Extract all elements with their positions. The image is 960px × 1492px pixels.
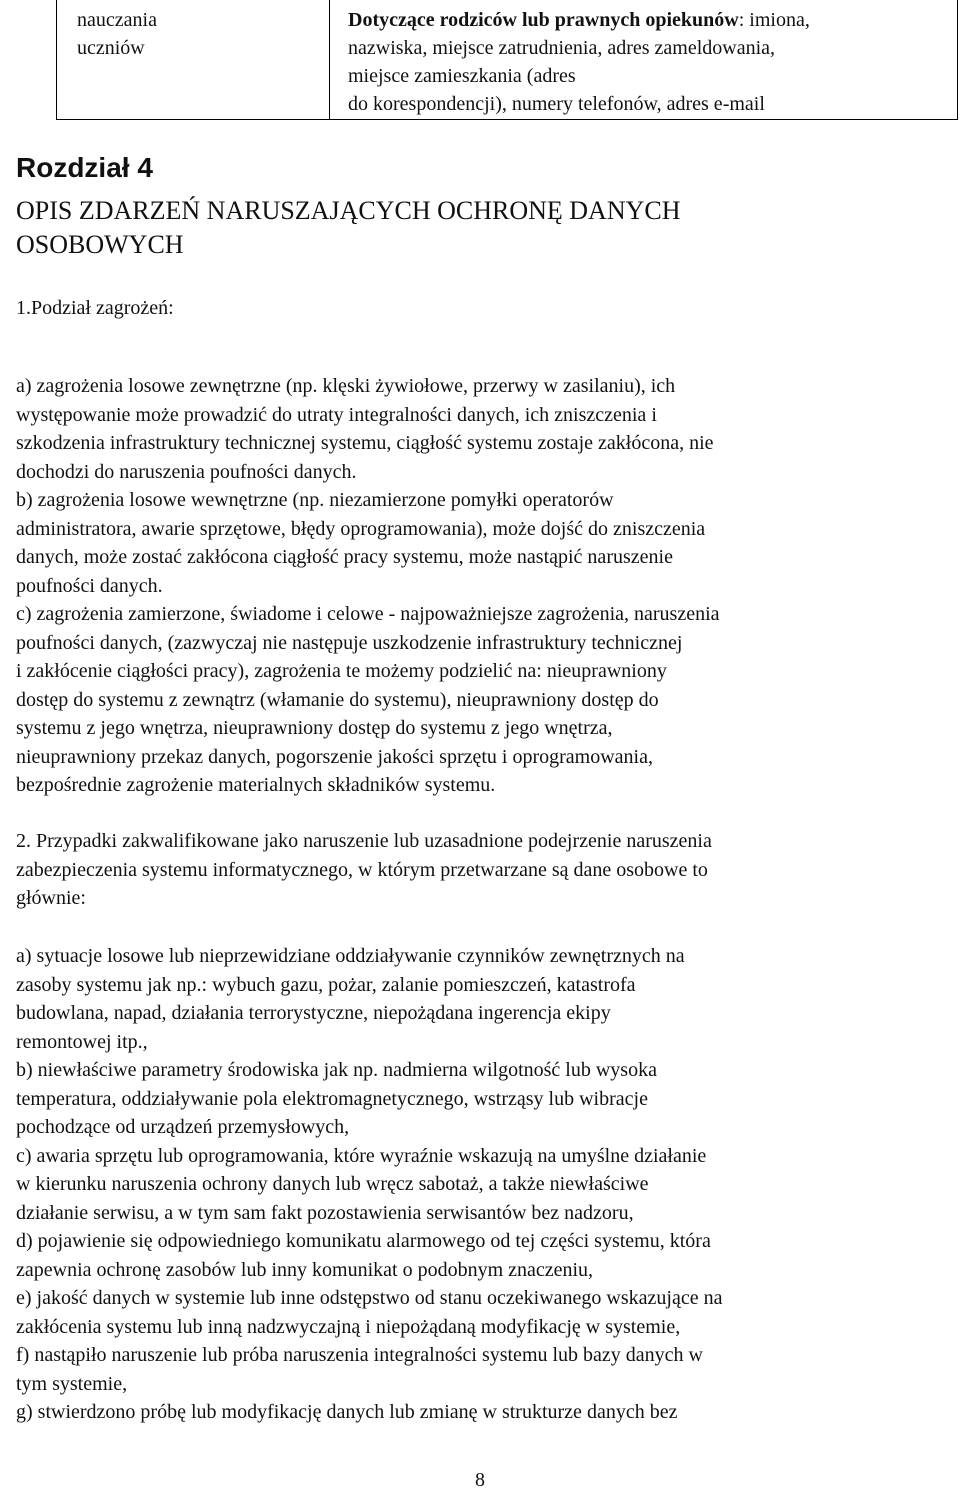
paragraph-line: d) pojawienie się odpowiedniego komunikatu alarmowego od tej części systemu, która [16,1230,711,1252]
chapter-number: Rozdział 4 [16,152,153,183]
paragraph-line: 2. Przypadki zakwalifikowane jako naruszenie lub uzasadnione podejrzenie naruszenia [16,830,712,852]
paragraph-line: zabezpieczenia systemu informatycznego, w którym przetwarzane są dane osobowe to [16,858,708,881]
cell-description-line: nazwiska, miejsce zatrudnienia, adres zameldowania, [348,37,776,59]
paragraph-line: poufności danych, (zazwyczaj nie następuje uszkodzenie infrastruktury technicznej [16,631,683,654]
table-column-divider [329,0,330,119]
page-number: 8 [475,1469,485,1491]
cell-description-bold: Dotyczące rodziców lub prawnych opiekunów [348,9,739,31]
paragraph-line: b) niewłaściwe parametry środowiska jak np. nadmierna wilgotność lub wysoka [16,1059,657,1081]
table-cell-category [77,6,317,62]
paragraph-line: a) sytuacje losowe lub nieprzewidziane oddziaływanie czynników zewnętrznych na [16,945,685,967]
cell-description-line [348,6,948,34]
section2-intro [16,827,946,913]
paragraph-line: danych, może zostać zakłócona ciągłość pracy systemu, może nastąpić naruszenie [16,546,673,568]
paragraph-line: nieuprawniony przekaz danych, pogorszenie jakości sprzętu i oprogramowania, [16,745,653,768]
chapter-title-line: OSOBOWYCH [16,230,184,259]
paragraph-line: działanie serwisu, a w tym sam fakt pozostawienia serwisantów bez nadzoru, [16,1201,634,1224]
cell-category-line: uczniów [77,37,145,59]
paragraph-line: budowlana, napad, działania terrorystyczne, niepożądana ingerencja ekipy [16,1002,611,1024]
paragraph-line: szkodzenia infrastruktury technicznej systemu, ciągłość systemu zostaje zakłócona, nie [16,432,714,454]
paragraph-line: tym systemie, [16,1372,128,1395]
paragraph-line: poufności danych. [16,574,163,597]
paragraph-line: c) awaria sprzętu lub oprogramowania, które wyraźnie wskazują na umyślne działanie [16,1144,707,1167]
cell-description-line: do korespondencji), numery telefonów, adres e-mail [348,93,765,115]
paragraph-line: f) nastąpiło naruszenie lub próba naruszenia integralności systemu lub bazy danych w [16,1344,704,1366]
paragraph-line: remontowej itp., [16,1030,148,1053]
chapter-title-line: OPIS ZDARZEŃ NARUSZAJĄCYCH OCHRONĘ DANYCH [16,196,681,225]
paragraph-line: i zakłócenie ciągłości pracy), zagrożenia te możemy podzielić na: nieuprawniony [16,660,667,682]
chapter-title [16,194,916,262]
paragraph-line: dostęp do systemu z zewnątrz (włamanie do systemu), nieuprawniony dostęp do [16,688,659,711]
paragraph-line: administratora, awarie sprzętowe, błędy oprogramowania), może dojść do zniszczenia [16,517,706,540]
data-table-row [56,0,958,120]
paragraph-line: zasoby systemu jak np.: wybuch gazu, pożar, zalanie pomieszczeń, katastrofa [16,973,636,996]
paragraph-line: w kierunku naruszenia ochrony danych lub wręcz sabotaż, a także niewłaściwe [16,1173,649,1195]
paragraph-line: c) zagrożenia zamierzone, świadome i celowe - najpoważniejsze zagrożenia, naruszenia [16,603,720,625]
cell-description-text: : imiona, [738,9,810,31]
section2-list [16,942,946,1427]
paragraph-line: bezpośrednie zagrożenie materialnych składników systemu. [16,774,496,796]
paragraph-line: dochodzi do naruszenia poufności danych. [16,460,357,483]
paragraph-line: pochodzące od urządzeń przemysłowych, [16,1116,350,1138]
paragraph-line: występowanie może prowadzić do utraty integralności danych, ich zniszczenia i [16,403,657,426]
table-cell-description [348,6,948,118]
paragraph-line: temperatura, oddziaływanie pola elektromagnetycznego, wstrząsy lub wibracje [16,1087,648,1110]
cell-description-line: miejsce zamieszkania (adres [348,65,576,87]
paragraph-line: b) zagrożenia losowe wewnętrzne (np. niezamierzone pomyłki operatorów [16,489,614,511]
paragraph-line: systemu z jego wnętrza, nieuprawniony dostęp do systemu z jego wnętrza, [16,717,613,739]
paragraph-line: a) zagrożenia losowe zewnętrzne (np. klęski żywiołowe, przerwy w zasilaniu), ich [16,375,676,397]
cell-category-line: nauczania [77,9,157,31]
section1-heading: 1.Podział zagrożeń: [16,297,174,319]
paragraph-line: e) jakość danych w systemie lub inne odstępstwo od stanu oczekiwanego wskazujące na [16,1287,723,1309]
paragraph-line: zakłócenia systemu lub inną nadzwyczajną i niepożądaną modyfikację w systemie, [16,1315,681,1338]
paragraph-line: głównie: [16,887,86,909]
section1-body [16,372,946,800]
paragraph-line: g) stwierdzono próbę lub modyfikację danych lub zmianę w strukturze danych bez [16,1401,678,1423]
paragraph-line: zapewnia ochronę zasobów lub inny komunikat o podobnym znaczeniu, [16,1258,594,1281]
